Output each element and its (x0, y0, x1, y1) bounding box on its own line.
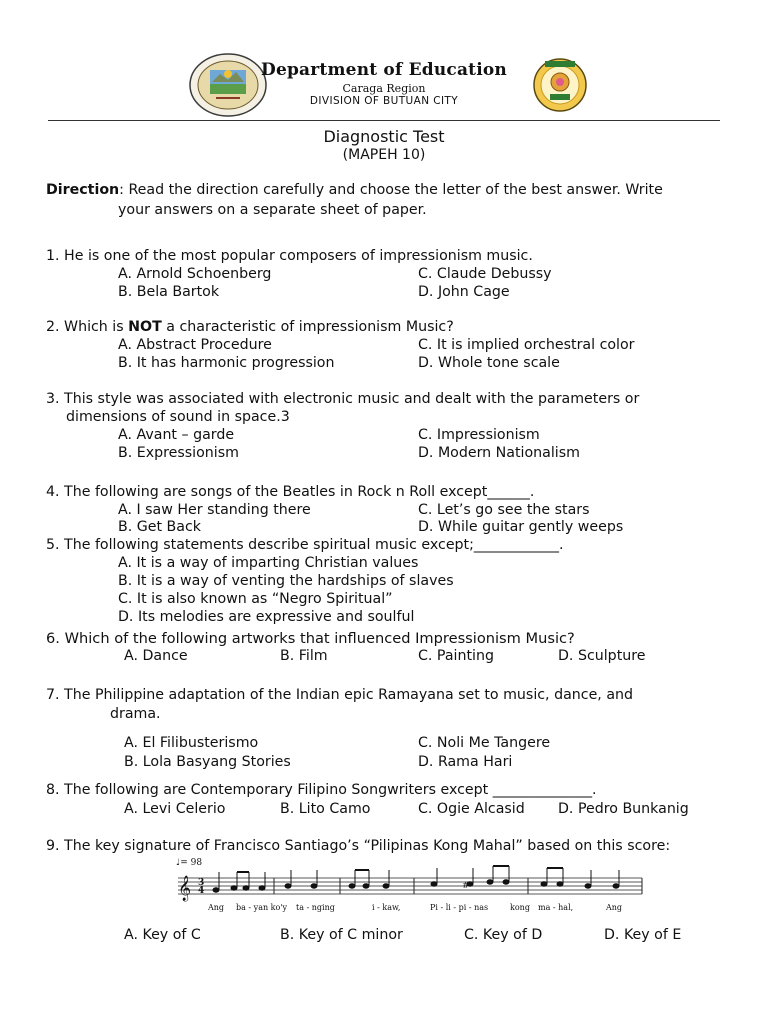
question-9-option-c: C. Key of D (464, 927, 543, 943)
svg-text:𝄞: 𝄞 (178, 876, 192, 901)
svg-text:#: # (462, 881, 470, 891)
question-9-option-d: D. Key of E (604, 927, 682, 943)
question-2-option-a: A. Abstract Procedure (118, 337, 272, 353)
question-8-option-d: D. Pedro Bunkanig (558, 801, 689, 817)
score-lyric-5: Pi - li - pi - nas (430, 903, 489, 912)
question-3-option-b: B. Expressionism (118, 445, 239, 461)
question-6-option-b: B. Film (280, 648, 328, 664)
question-1-option-d: D. John Cage (418, 284, 510, 300)
score-lyric-3: ta - nging (296, 903, 335, 912)
score-lyric-2: ba - yan ko'y (236, 903, 288, 912)
svg-text:3: 3 (198, 878, 205, 888)
test-subject: (MAPEH 10) (342, 147, 426, 163)
question-2-pre: 2. Which is (46, 319, 129, 335)
question-5-option-d: D. Its melodies are expressive and soulful (118, 609, 415, 625)
question-1-option-c: C. Claude Debussy (418, 266, 552, 282)
question-5-option-c: C. It is also known as “Negro Spiritual” (118, 591, 393, 607)
score-lyric-6: kong (510, 903, 530, 912)
question-4-option-c: C. Let’s go see the stars (418, 502, 590, 518)
question-8-option-a: A. Levi Celerio (124, 801, 226, 817)
question-2-emphasis: NOT (128, 319, 162, 335)
question-8-option-b: B. Lito Camo (280, 801, 371, 817)
question-2-option-b: B. It has harmonic progression (118, 355, 335, 371)
question-8-text: 8. The following are Contemporary Filipino Songwriters except ______________. (46, 782, 597, 798)
question-1-option-b: B. Bela Bartok (118, 284, 220, 300)
question-5-text: 5. The following statements describe spiritual music except;____________. (46, 537, 564, 553)
score-lyric-4: i - kaw, (372, 903, 401, 912)
department-title: Department of Education (261, 60, 507, 80)
region-name: Caraga Region (342, 82, 426, 95)
question-6-text: 6. Which of the following artworks that influenced Impressionism Music? (46, 630, 575, 647)
question-9-option-a: A. Key of C (124, 927, 201, 943)
question-2-option-d: D. Whole tone scale (418, 355, 560, 371)
question-6-option-d: D. Sculpture (558, 648, 646, 664)
test-title: Diagnostic Test (323, 127, 445, 146)
question-4-text: 4. The following are songs of the Beatles in Rock n Roll except______. (46, 484, 535, 500)
question-9-text: 9. The key signature of Francisco Santiago’s “Pilipinas Kong Mahal” based on this score: (46, 838, 671, 854)
question-4-option-d: D. While guitar gently weeps (418, 519, 624, 535)
svg-text:4: 4 (198, 886, 205, 896)
question-7-text-line1: 7. The Philippine adaptation of the Indian epic Ramayana set to music, dance, and (46, 687, 634, 703)
score-tempo: ♩= 98 (176, 858, 203, 868)
question-2-option-c: C. It is implied orchestral color (418, 337, 635, 353)
question-6-option-a: A. Dance (124, 648, 188, 664)
question-3-option-a: A. Avant – garde (118, 427, 235, 443)
question-1-option-a: A. Arnold Schoenberg (118, 266, 272, 282)
question-7-option-c: C. Noli Me Tangere (418, 735, 551, 751)
question-3-option-c: C. Impressionism (418, 427, 540, 443)
question-7-option-a: A. El Filibusterismo (124, 735, 259, 751)
question-5-option-a: A. It is a way of imparting Christian values (118, 555, 419, 571)
question-7-text-line2: drama. (110, 706, 161, 722)
question-3-option-d: D. Modern Nationalism (418, 445, 580, 461)
question-4-option-a: A. I saw Her standing there (118, 502, 311, 518)
question-4-option-b: B. Get Back (118, 519, 201, 535)
score-lyric-8: Ang (606, 903, 623, 912)
question-6-option-c: C. Painting (418, 648, 494, 664)
direction-line2: your answers on a separate sheet of paper. (118, 202, 427, 218)
question-9-option-b: B. Key of C minor (280, 927, 403, 943)
division-name: DIVISION OF BUTUAN CITY (309, 95, 459, 107)
question-2-text (46, 319, 454, 335)
score-lyric-1: Ang (208, 903, 225, 912)
direction-text: : Read the direction carefully and choose the letter of the best answer. Write (119, 182, 663, 198)
question-7-option-d: D. Rama Hari (418, 754, 513, 770)
question-5-option-b: B. It is a way of venting the hardships of slaves (118, 573, 454, 589)
question-3-text-line2: dimensions of sound in space.3 (66, 409, 290, 425)
header-divider (48, 120, 720, 121)
direction-line1 (46, 182, 663, 198)
music-score (176, 858, 646, 918)
question-3-text-line1: 3. This style was associated with electronic music and dealt with the parameters or (46, 391, 640, 407)
question-2-post: a characteristic of impressionism Music? (161, 319, 454, 335)
question-8-option-c: C. Ogie Alcasid (418, 801, 525, 817)
question-7-option-b: B. Lola Basyang Stories (124, 754, 291, 770)
question-1-text: 1. He is one of the most popular composers of impressionism music. (46, 248, 533, 264)
direction-label: Direction (46, 182, 120, 198)
score-lyric-7: ma - hal, (538, 903, 574, 912)
